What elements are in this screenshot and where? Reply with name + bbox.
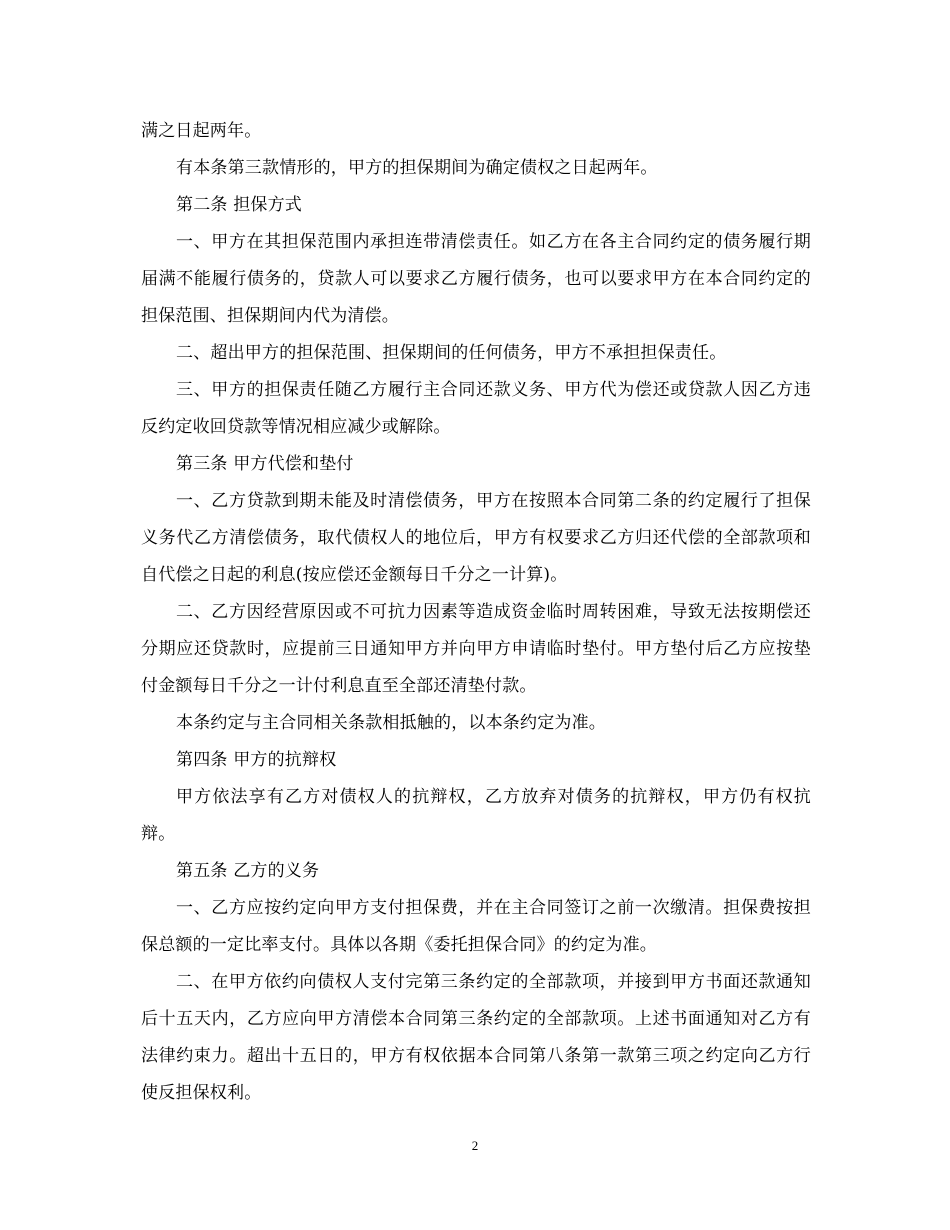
article-5-heading: 第五条 乙方的义务 xyxy=(176,861,320,881)
article-3-item-2: 二、乙方因经营原因或不可抗力因素等造成资金临时周转困难，导致无法按期偿还分期应还贷款时，应提前三日通知甲方并向甲方申请临时垫付。甲方垫付后乙方应按垫付金额每日千分之一计付利息直至全部还清垫付款。 xyxy=(141,602,811,696)
article-3-heading: 第三条 甲方代偿和垫付 xyxy=(176,454,354,474)
article-2-heading: 第二条 担保方式 xyxy=(176,195,303,215)
article-3-note: 本条约定与主合同相关条款相抵触的，以本条约定为准。 xyxy=(176,713,606,733)
article-4-heading: 第四条 甲方的抗辩权 xyxy=(176,750,337,770)
paragraph-continuation: 满之日起两年。 xyxy=(141,121,262,141)
article-3-item-1: 一、乙方贷款到期未能及时清偿债务，甲方在按照本合同第二条的约定履行了担保义务代乙方清偿债务，取代债权人的地位后，甲方有权要求乙方归还代偿的全部款项和自代偿之日起的利息(按应偿还金额每日千分之一计算)。 xyxy=(141,491,811,585)
paragraph-guarantee-period-clause: 有本条第三款情形的，甲方的担保期间为确定债权之日起两年。 xyxy=(176,158,658,178)
article-4-body: 甲方依法享有乙方对债权人的抗辩权，乙方放弃对债务的抗辩权，甲方仍有权抗辩。 xyxy=(141,787,811,844)
article-2-item-2: 二、超出甲方的担保范围、担保期间的任何债务，甲方不承担担保责任。 xyxy=(176,343,727,363)
article-2-item-3: 三、甲方的担保责任随乙方履行主合同还款义务、甲方代为偿还或贷款人因乙方违反约定收回贷款等情况相应减少或解除。 xyxy=(141,380,811,437)
document-body xyxy=(141,113,811,1112)
article-5-item-2: 二、在甲方依约向债权人支付完第三条约定的全部款项，并接到甲方书面还款通知后十五天内，乙方应向甲方清偿本合同第三条约定的全部款项。上述书面通知对乙方有法律约束力。超出十五日的，甲方有权依据本合同第八条第一款第三项之约定向乙方行使反担保权利。 xyxy=(141,972,811,1103)
page-number: 2 xyxy=(471,1138,479,1153)
article-2-item-1: 一、甲方在其担保范围内承担连带清偿责任。如乙方在各主合同约定的债务履行期届满不能履行债务的，贷款人可以要求乙方履行债务，也可以要求甲方在本合同约定的担保范围、担保期间内代为清偿。 xyxy=(141,232,811,326)
article-5-item-1: 一、乙方应按约定向甲方支付担保费，并在主合同签订之前一次缴清。担保费按担保总额的一定比率支付。具体以各期《委托担保合同》的约定为准。 xyxy=(141,898,811,955)
